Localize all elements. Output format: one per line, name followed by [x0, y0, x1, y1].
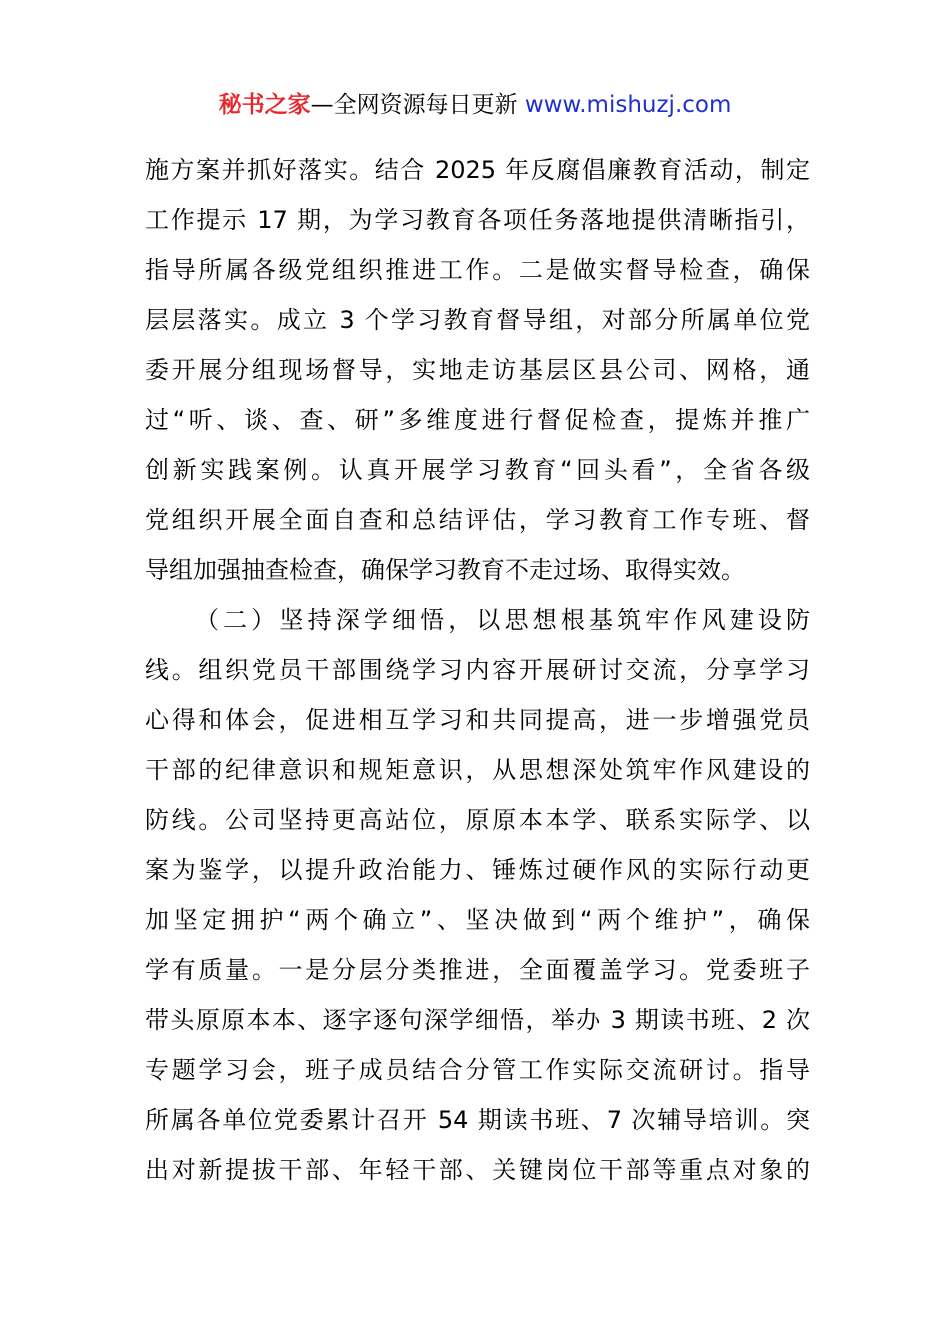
- text-line: 指导所属各级党组织推进工作。二是做实督导检查，确保: [145, 256, 810, 284]
- text-line: 学有质量。一是分层分类推进，全面覆盖学习。党委班子: [145, 956, 810, 984]
- text-line: 心得和体会，促进相互学习和共同提高，进一步增强党员: [145, 706, 810, 734]
- text-line: 加坚定拥护“两个确立”、坚决做到“两个维护”，确保: [145, 906, 810, 934]
- text-line: 干部的纪律意识和规矩意识，从思想深处筑牢作风建设的: [145, 756, 810, 784]
- text-line: 出对新提拔干部、年轻干部、关键岗位干部等重点对象的: [145, 1156, 810, 1184]
- text-line: 案为鉴学，以提升政治能力、锤炼过硬作风的实际行动更: [145, 856, 810, 884]
- header-tagline: —全网资源每日更新: [310, 92, 525, 118]
- site-url-link[interactable]: www.mishuzj.com: [524, 92, 732, 118]
- document-body: [145, 145, 810, 1195]
- brand-name: 秘书之家: [218, 92, 311, 118]
- text-line: 委开展分组现场督导，实地走访基层区县公司、网格，通: [145, 356, 810, 384]
- text-line: 党组织开展全面自查和总结评估，学习教育工作专班、督: [145, 506, 810, 534]
- text-line: 线。组织党员干部围绕学习内容开展研讨交流，分享学习: [145, 656, 810, 684]
- text-line: 施方案并抓好落实。结合 2025 年反腐倡廉教育活动，制定: [145, 156, 810, 184]
- text-line: 带头原原本本、逐字逐句深学细悟，举办 3 期读书班、2 次: [145, 1006, 810, 1034]
- text-line: 所属各单位党委累计召开 54 期读书班、7 次辅导培训。突: [145, 1106, 810, 1134]
- text-line: 专题学习会，班子成员结合分管工作实际交流研讨。指导: [145, 1056, 810, 1084]
- text-line: 导组加强抽查检查，确保学习教育不走过场、取得实效。: [145, 556, 745, 584]
- page-header: [0, 88, 950, 122]
- text-line: 层层落实。成立 3 个学习教育督导组，对部分所属单位党: [145, 306, 810, 334]
- text-line: 过“听、谈、查、研”多维度进行督促检查，提炼并推广: [145, 406, 810, 434]
- text-line: 创新实践案例。认真开展学习教育“回头看”，全省各级: [145, 456, 810, 484]
- section-heading-line: （二）坚持深学细悟，以思想根基筑牢作风建设防: [195, 606, 810, 634]
- text-line: 防线。公司坚持更高站位，原原本本学、联系实际学、以: [145, 806, 810, 834]
- text-line: 工作提示 17 期，为学习教育各项任务落地提供清晰指引，: [145, 206, 810, 234]
